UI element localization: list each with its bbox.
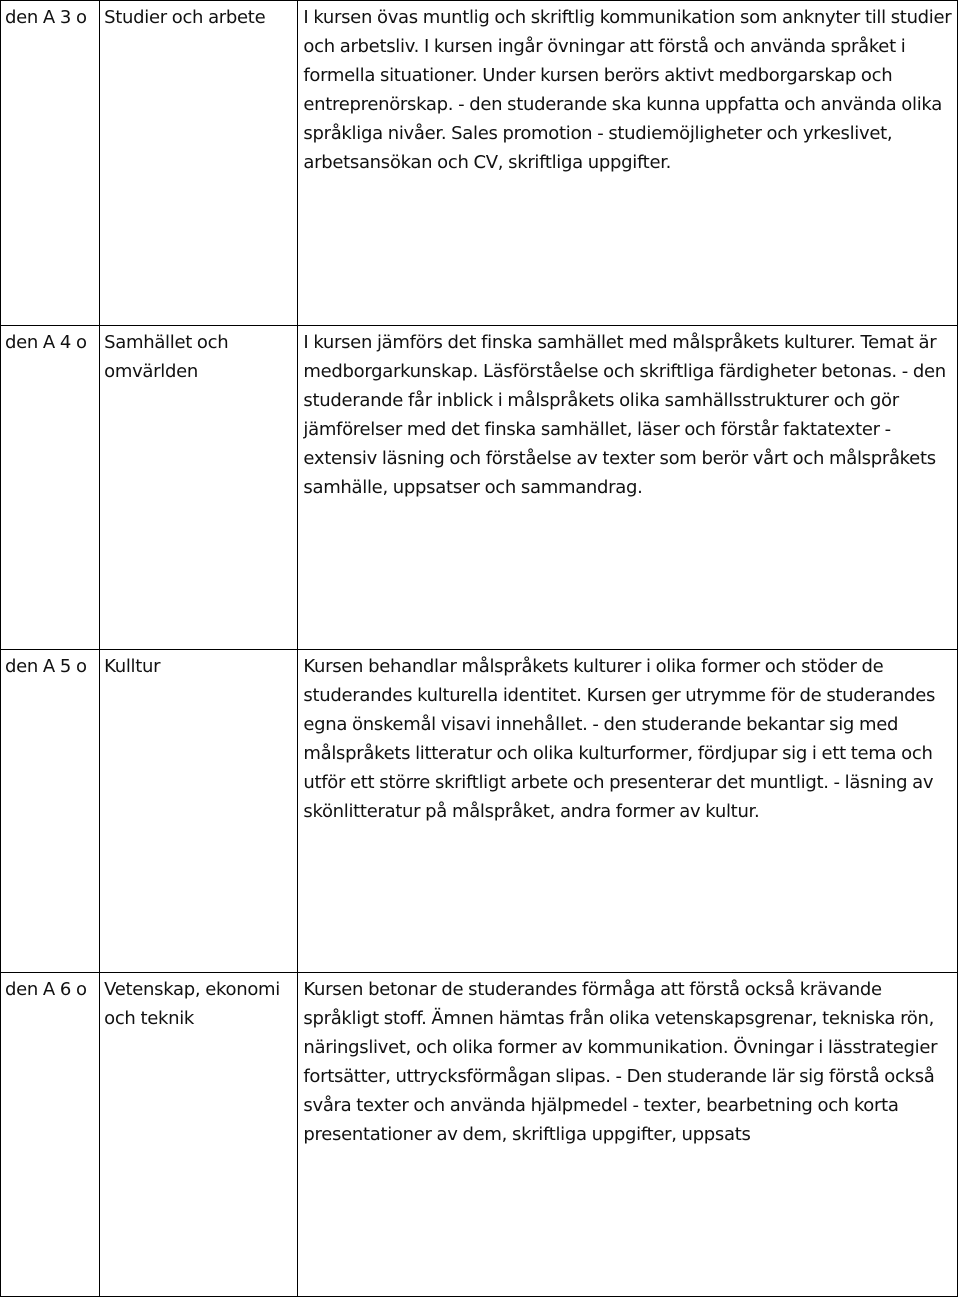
course-code: den A 4 o xyxy=(1,326,100,650)
course-code: den A 5 o xyxy=(1,650,100,973)
table-row xyxy=(1,973,958,1297)
course-code: den A 3 o xyxy=(1,1,100,326)
course-description: I kursen övas muntlig och skriftlig kommunikation som anknyter till studier och arbetsliv. I kursen ingår övningar att förstå och använda språket i formella situationer. Under kursen berörs aktivt medborgarskap och entreprenörskap. - den studerande ska kunna uppfatta och använda olika språkliga nivåer. Sales promotion - studiemöjligheter och yrkeslivet, arbetsansökan och CV, skriftliga uppgifter. xyxy=(298,1,958,326)
course-name: Kulltur xyxy=(100,650,298,973)
course-name: Vetenskap, ekonomi och teknik xyxy=(100,973,298,1297)
course-code: den A 6 o xyxy=(1,973,100,1297)
course-name: Studier och arbete xyxy=(100,1,298,326)
course-description: Kursen behandlar målspråkets kulturer i olika former och stöder de studerandes kulturella identitet. Kursen ger utrymme för de studerandes egna önskemål visavi innehållet. - den studerande bekantar sig med målspråkets litteratur och olika kulturformer, fördjupar sig i ett tema och utför ett större skriftligt arbete och presenterar det muntligt. - läsning av skönlitteratur på målspråket, andra former av kultur. xyxy=(298,650,958,973)
course-name: Samhället och omvärlden xyxy=(100,326,298,650)
course-description: I kursen jämförs det finska samhället med målspråkets kulturer. Temat är medborgarkunskap. Läsförståelse och skriftliga färdigheter betonas. - den studerande får inblick i målspråkets olika samhällsstrukturer och gör jämförelser med det finska samhället, läser och förstår faktatexter - extensiv läsning och förståelse av texter som berör vårt och målspråkets samhälle, uppsatser och sammandrag. xyxy=(298,326,958,650)
table-row xyxy=(1,326,958,650)
table-row xyxy=(1,650,958,973)
table-row xyxy=(1,1,958,326)
course-description: Kursen betonar de studerandes förmåga att förstå också krävande språkligt stoff. Ämnen hämtas från olika vetenskapsgrenar, tekniska rön, näringslivet, och olika former av kommunikation. Övningar i lässtrategier fortsätter, uttrycksförmågan slipas. - Den studerande lär sig förstå också svåra texter och använda hjälpmedel - texter, bearbetning och korta presentationer av dem, skriftliga uppgifter, uppsats xyxy=(298,973,958,1297)
